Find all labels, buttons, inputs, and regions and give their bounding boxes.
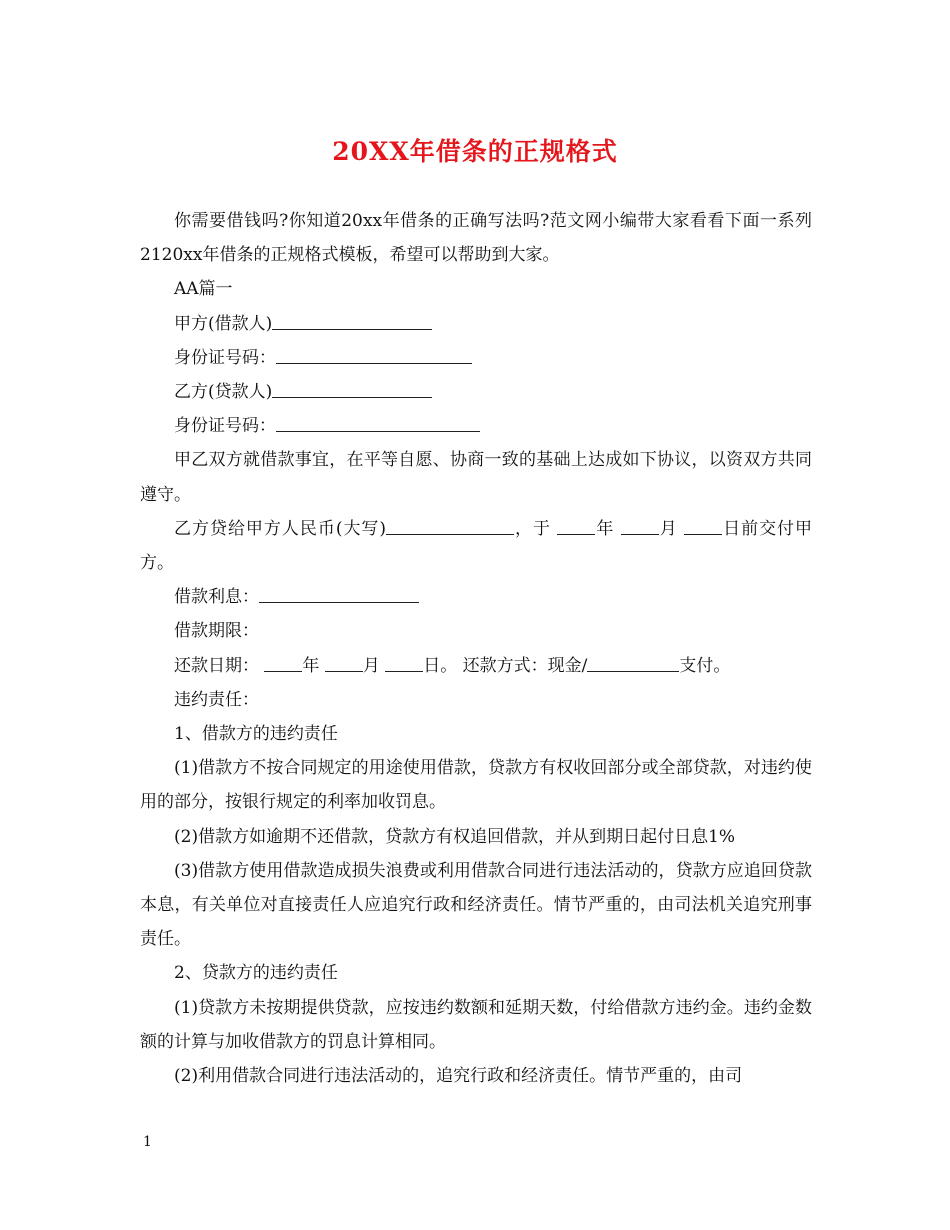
section-heading: AA篇一 — [174, 279, 233, 300]
borrower-clause-1: (1)借款方不按合同规定的用途使用借款，贷款方有权收回部分或全部贷款，对违约使用的部分，按银行规定的利率加收罚息。 — [140, 758, 812, 813]
repay-month-blank — [325, 653, 363, 672]
loan-date-prefix: ，于 — [514, 518, 552, 539]
loan-year-blank — [557, 516, 595, 535]
page-number: 1 — [143, 1134, 152, 1150]
agreement-paragraph: 甲乙双方就借款事宜，在平等自愿、协商一致的基础上达成如下协议，以资双方共同遵守。 — [140, 450, 812, 505]
repay-line — [140, 649, 812, 683]
repay-method-blank — [587, 653, 679, 672]
lender-clause-1: (1)贷款方未按期提供贷款，应按违约数额和延期天数，付给借款方违约金。违约金数额的计算与加收借款方的罚息计算相同。 — [140, 997, 812, 1052]
interest-line — [140, 580, 812, 614]
loan-amount-paragraph — [140, 512, 812, 580]
repay-date-label: 还款日期： — [174, 655, 259, 676]
repay-day-label: 日。 — [423, 655, 458, 676]
id-a-blank — [276, 345, 472, 364]
repay-month-label: 月 — [362, 655, 380, 676]
lender-breach-heading: 2、贷款方的违约责任 — [174, 963, 338, 984]
loan-amount-blank — [386, 516, 514, 535]
loan-month-blank — [621, 516, 659, 535]
party-b-line — [140, 375, 812, 409]
borrower-clause-2: (2)借款方如逾期不还借款，贷款方有权追回借款，并从到期日起付日息1% — [174, 826, 736, 847]
loan-amount-label: 乙方贷给甲方人民币(大写) — [174, 518, 387, 539]
borrower-clause-3: (3)借款方使用借款造成损失浪费或利用借款合同进行违法活动的，贷款方应追回贷款本息，有关单位对直接责任人应追究行政和经济责任。情节严重的，由司法机关追究刑事责任。 — [140, 860, 812, 950]
document-title: 20XX年借条的正规格式 — [332, 137, 618, 166]
loan-day-blank — [684, 516, 722, 535]
id-b-blank — [276, 413, 480, 432]
loan-month-label: 月 — [658, 518, 678, 539]
id-a-label: 身份证号码： — [174, 347, 276, 368]
breach-heading: 违约责任： — [174, 689, 259, 710]
lender-clause-2: (2)利用借款合同进行违法活动的，追究行政和经济责任。情节严重的，由司 — [174, 1066, 743, 1087]
party-a-line — [140, 307, 812, 341]
borrower-breach-heading: 1、借款方的违约责任 — [174, 724, 338, 745]
repay-method-suffix: 支付。 — [679, 655, 731, 676]
intro-paragraph: 你需要借钱吗?你知道20xx年借条的正确写法吗?范文网小编带大家看看下面一系列2120xx年借条的正规格式模板，希望可以帮助到大家。 — [140, 211, 812, 266]
loan-day-suffix: 日前交付甲方。 — [140, 518, 813, 574]
repay-year-label: 年 — [302, 655, 320, 676]
party-b-blank — [272, 379, 432, 398]
party-a-blank — [272, 311, 432, 330]
id-a-line — [140, 341, 812, 375]
interest-blank — [259, 584, 419, 603]
term-line: 借款期限： — [174, 621, 259, 642]
repay-year-blank — [264, 653, 302, 672]
repay-day-blank — [385, 653, 423, 672]
id-b-line — [140, 409, 812, 443]
repay-method-label: 还款方式：现金/ — [462, 655, 588, 676]
party-a-label: 甲方(借款人) — [174, 313, 273, 334]
loan-year-label: 年 — [595, 518, 615, 539]
party-b-label: 乙方(贷款人) — [174, 382, 273, 403]
id-b-label: 身份证号码： — [174, 416, 276, 437]
interest-label: 借款利息： — [174, 587, 259, 608]
document-body — [140, 204, 812, 1093]
